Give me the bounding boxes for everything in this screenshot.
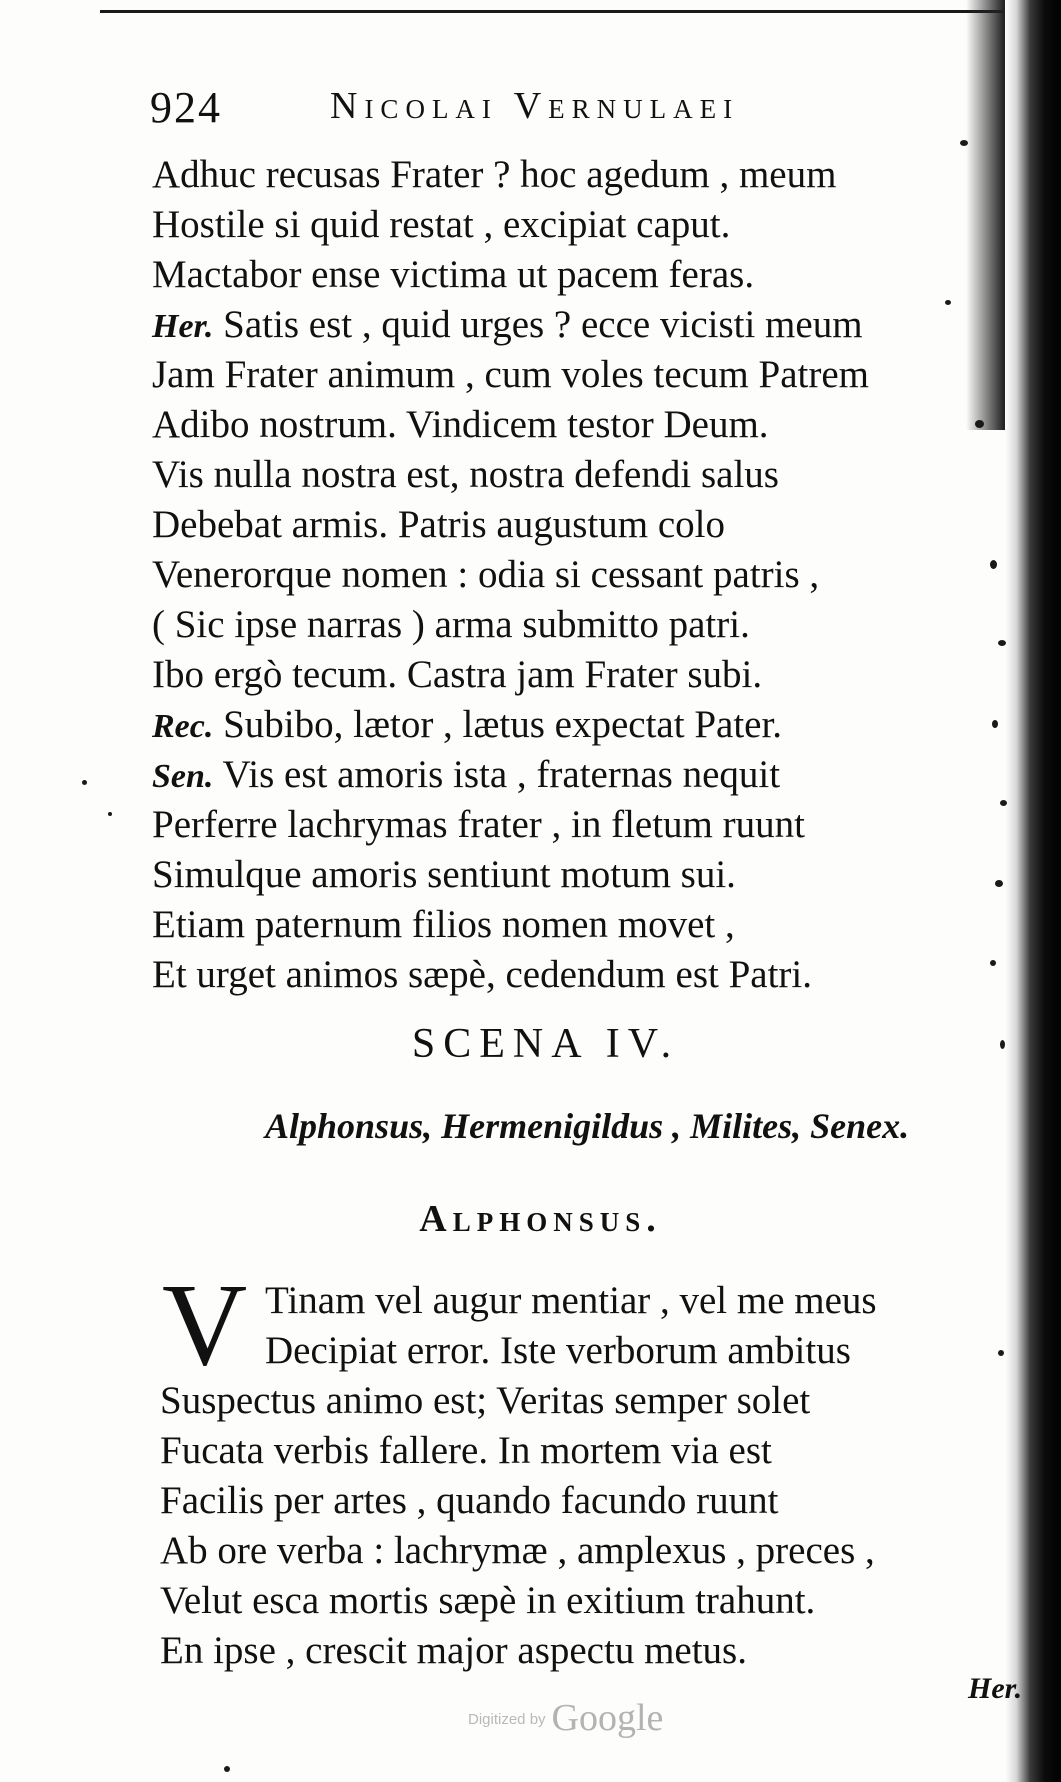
verse-text: Etiam paternum filios nomen movet , xyxy=(152,903,735,946)
verse-line: Ab ore verba : lachrymæ , amplexus , preces , xyxy=(160,1529,875,1572)
verse-text: Jam Frater animum , cum voles tecum Patrem xyxy=(152,353,869,396)
verse-text: Venerorque nomen : odia si cessant patris , xyxy=(152,553,820,596)
speaker-label: Her. xyxy=(152,308,214,345)
verse-line xyxy=(152,900,869,950)
running-head: Nicolai Vernulaei xyxy=(330,85,740,127)
page-number: 924 xyxy=(150,83,222,132)
verse-line: En ipse , crescit major aspectu metus. xyxy=(160,1629,747,1672)
verse-line: Tinam vel augur mentiar , vel me meus xyxy=(265,1279,877,1322)
verse-text: Ibo ergò tecum. Castra jam Frater subi. xyxy=(152,653,763,696)
verse-line: Velut esca mortis sæpè in exitium trahunt. xyxy=(160,1579,816,1622)
verse-line: Decipiat error. Iste verborum ambitus xyxy=(265,1329,851,1372)
verse-block-2 xyxy=(160,1376,875,1676)
verse-line xyxy=(152,800,869,850)
verse-block-2-indented xyxy=(265,1276,877,1376)
verse-line: Suspectus animo est; Veritas semper solet xyxy=(160,1379,811,1422)
verse-line xyxy=(152,450,869,500)
verse-line xyxy=(152,550,869,600)
verse-text: Satis est , quid urges ? ecce vicisti meum xyxy=(223,303,863,346)
page-header xyxy=(150,82,1010,132)
speaker-label: Rec. xyxy=(152,708,214,745)
scene-characters: Alphonsus, Hermenigildus , Milites, Senex. xyxy=(265,1106,910,1146)
verse-text: Et urget animos sæpè, cedendum est Patri. xyxy=(152,953,812,996)
verse-text: Adhuc recusas Frater ? hoc agedum , meum xyxy=(152,153,837,196)
watermark-logo: Google xyxy=(551,1697,664,1739)
verse-line xyxy=(152,150,869,200)
verse-text: Vis est amoris ista , fraternas nequit xyxy=(222,753,781,796)
verse-text: Subibo, lætor , lætus expectat Pater. xyxy=(223,703,783,746)
verse-text: Simulque amoris sentiunt motum sui. xyxy=(152,853,736,896)
verse-line xyxy=(152,350,869,400)
verse-text: Debebat armis. Patris augustum colo xyxy=(152,503,725,546)
speaker-heading: Alphonsus. xyxy=(419,1198,662,1240)
verse-line: Facilis per artes , quando facundo ruunt xyxy=(160,1479,779,1522)
watermark-prefix: Digitized by xyxy=(468,1711,546,1728)
verse-text: Vis nulla nostra est, nostra defendi salus xyxy=(152,453,779,496)
speaker-label: Sen. xyxy=(152,758,214,795)
verse-line xyxy=(152,850,869,900)
verse-text: Mactabor ense victima ut pacem feras. xyxy=(152,253,755,296)
verse-text: Hostile si quid restat , excipiat caput. xyxy=(152,203,731,246)
verse-text: Adibo nostrum. Vindicem testor Deum. xyxy=(152,403,769,446)
verse-line xyxy=(152,750,869,800)
verse-line xyxy=(152,950,869,1000)
drop-cap: V xyxy=(162,1259,248,1390)
verse-line xyxy=(152,500,869,550)
catchword: Her. xyxy=(968,1672,1023,1705)
verse-line xyxy=(152,250,869,300)
verse-text: Perferre lachrymas frater , in fletum ruunt xyxy=(152,803,805,846)
verse-line xyxy=(152,600,869,650)
verse-line xyxy=(152,700,869,750)
verse-line xyxy=(152,300,869,350)
verse-line xyxy=(152,200,869,250)
verse-line: Fucata verbis fallere. In mortem via est xyxy=(160,1429,772,1472)
verse-line xyxy=(152,650,869,700)
scene-title: SCENA IV. xyxy=(411,1021,680,1067)
digitized-watermark xyxy=(468,1696,663,1740)
verse-block-1 xyxy=(152,150,869,1000)
verse-line xyxy=(152,400,869,450)
verse-text: ( Sic ipse narras ) arma submitto patri. xyxy=(152,603,750,646)
